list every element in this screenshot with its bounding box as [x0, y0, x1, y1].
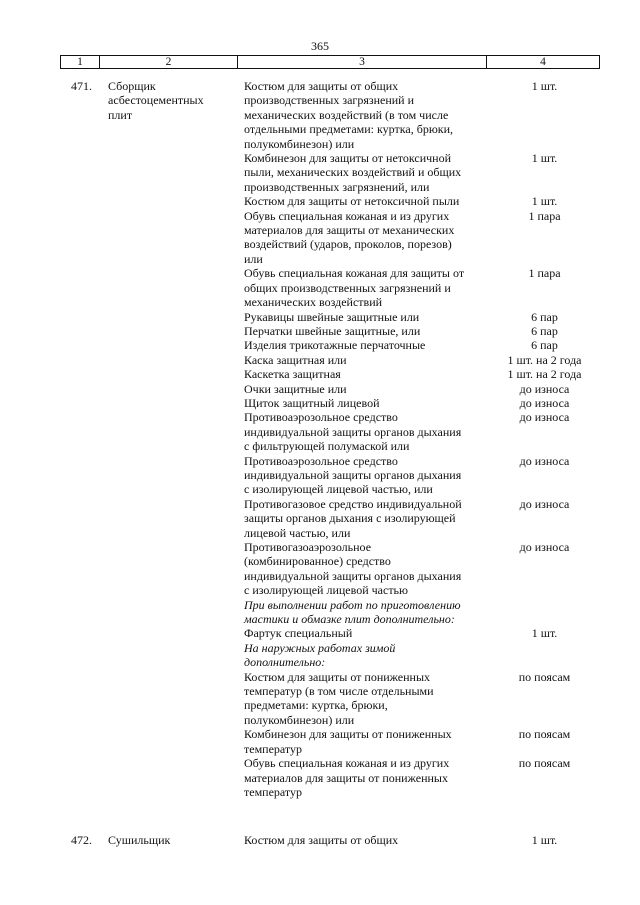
- equipment-name-line: механических воздействий: [244, 295, 383, 310]
- equipment-item: [244, 266, 600, 309]
- equipment-name-line: индивидуальной защиты органов дыхания: [244, 424, 462, 439]
- equipment-name-line: лицевой частью, или: [244, 525, 351, 540]
- equipment-name: [244, 338, 489, 352]
- equipment-name-line: Фартук специальный: [244, 626, 353, 641]
- equipment-name-line: полукомбинезон) или: [244, 712, 355, 727]
- equipment-item: [244, 382, 600, 396]
- equipment-name-line: Костюм для защиты от пониженных: [244, 669, 431, 684]
- equipment-name-line: Изделия трикотажные перчаточные: [244, 338, 426, 353]
- equipment-name-line: Костюм для защиты от общих: [244, 833, 399, 847]
- equipment-item: [244, 353, 600, 367]
- profession-name: [108, 833, 238, 847]
- issue-norm: по поясам: [518, 756, 571, 771]
- issue-norm: до износа: [519, 540, 570, 554]
- equipment-name: [244, 540, 489, 598]
- condition-note: [244, 641, 600, 670]
- equipment-name-line: Щиток защитный лицевой: [244, 395, 380, 410]
- equipment-item: [244, 727, 600, 756]
- issue-norm: 1 шт.: [531, 151, 558, 166]
- equipment-name-line: Костюм для защиты от общих: [244, 79, 399, 93]
- row-number: 471.: [71, 79, 92, 93]
- equipment-name-line: механических воздействий (в том числе: [244, 107, 449, 122]
- profession-line: плит: [108, 107, 133, 122]
- issue-norm: 1 шт. на 2 года: [507, 352, 582, 367]
- equipment-name-line: предметами: куртка, брюки,: [244, 698, 388, 713]
- equipment-name-line: общих производственных загрязнений и: [244, 280, 451, 295]
- equipment-item: [244, 670, 600, 728]
- profession-line: Сушильщик: [108, 833, 171, 847]
- equipment-item: [244, 209, 600, 267]
- issue-norm: 1 шт.: [531, 194, 558, 209]
- equipment-name-line: Перчатки швейные защитные, или: [244, 323, 421, 338]
- issue-norm: до износа: [519, 395, 570, 410]
- column-header-2: 2: [100, 56, 238, 68]
- equipment-name: [244, 727, 489, 756]
- equipment-name-line: материалов для защиты от механических: [244, 223, 455, 238]
- equipment-item: [244, 324, 600, 338]
- equipment-name-line: температур: [244, 784, 303, 799]
- equipment-name-line: материалов для защиты от пониженных: [244, 770, 448, 785]
- equipment-name-line: производственных загрязнений, или: [244, 179, 430, 194]
- equipment-name: [244, 310, 489, 324]
- equipment-name-line: Противогазоаэрозольное: [244, 540, 372, 554]
- equipment-name: [244, 454, 489, 497]
- equipment-name-line: с фильтрующей полумаской или: [244, 439, 410, 454]
- equipment-name-line: Противоаэрозольное средство: [244, 453, 398, 468]
- issue-norm: 1 шт.: [531, 626, 558, 641]
- equipment-name-line: защиты органов дыхания с изолирующей: [244, 511, 456, 526]
- equipment-name: [244, 670, 489, 728]
- equipment-item: [244, 151, 600, 194]
- issue-norm: по поясам: [518, 727, 571, 742]
- issue-norm: до износа: [519, 381, 570, 396]
- equipment-item: [244, 410, 600, 453]
- equipment-name-line: мастики и обмазке плит дополнительно:: [244, 612, 455, 627]
- equipment-item: [244, 497, 600, 540]
- issue-norm: [489, 598, 600, 627]
- issue-norm: 1 шт.: [531, 79, 558, 93]
- equipment-name-line: Костюм для защиты от нетоксичной пыли: [244, 194, 460, 209]
- equipment-name-line: Очки защитные или: [244, 381, 347, 396]
- equipment-name-line: Обувь специальная кожаная для защиты от: [244, 266, 465, 281]
- equipment-name: [244, 266, 489, 309]
- issue-norm: 6 пар: [531, 309, 558, 324]
- condition-note: [244, 598, 600, 627]
- equipment-name-line: Обувь специальная кожаная и из других: [244, 208, 450, 223]
- equipment-name-line: пыли, механических воздействий и общих: [244, 165, 462, 180]
- issue-norm: [489, 641, 600, 670]
- equipment-item: [244, 194, 600, 208]
- issue-norm: 1 шт.: [531, 833, 558, 847]
- equipment-name: [244, 410, 489, 453]
- equipment-list: [244, 79, 600, 799]
- equipment-name-line: (комбинированное) средство: [244, 554, 391, 569]
- equipment-name: [244, 382, 489, 396]
- equipment-item: [244, 79, 600, 151]
- equipment-name: [244, 641, 489, 670]
- equipment-name: [244, 756, 489, 799]
- column-header-3: 3: [238, 56, 487, 68]
- issue-norm: 6 пар: [531, 323, 558, 338]
- equipment-name-line: с изолирующей лицевой частью, или: [244, 482, 433, 497]
- equipment-name-line: индивидуальной защиты органов дыхания: [244, 568, 462, 583]
- equipment-name: [244, 497, 489, 540]
- equipment-name-line: При выполнении работ по приготовлению: [244, 597, 461, 612]
- equipment-item: [244, 756, 600, 799]
- equipment-item: [244, 396, 600, 410]
- equipment-list: [244, 833, 600, 847]
- equipment-name-line: Каскетка защитная: [244, 367, 341, 382]
- equipment-name: [244, 151, 489, 194]
- equipment-item: [244, 540, 600, 598]
- equipment-name-line: индивидуальной защиты органов дыхания: [244, 467, 462, 482]
- row-number: 472.: [71, 833, 92, 847]
- issue-norm: до износа: [519, 496, 570, 511]
- equipment-name-line: или: [244, 251, 263, 266]
- equipment-name-line: дополнительно:: [244, 655, 326, 670]
- equipment-name-line: На наружных работах зимой: [244, 640, 396, 655]
- equipment-name: [244, 367, 489, 381]
- equipment-name-line: Обувь специальная кожаная и из других: [244, 756, 450, 771]
- profession-line: Сборщик: [108, 79, 156, 93]
- equipment-name: [244, 194, 489, 208]
- equipment-item: [244, 454, 600, 497]
- equipment-name-line: полукомбинезон) или: [244, 136, 355, 151]
- column-header-1: 1: [61, 56, 100, 68]
- issue-norm: до износа: [519, 410, 570, 425]
- equipment-item: [244, 338, 600, 352]
- equipment-name: [244, 79, 489, 151]
- equipment-name-line: Противогазовое средство индивидуальной: [244, 496, 462, 511]
- equipment-name-line: Комбинезон для защиты от пониженных: [244, 727, 452, 742]
- table-header: [60, 55, 600, 69]
- equipment-name: [244, 626, 489, 640]
- equipment-name: [244, 396, 489, 410]
- equipment-name-line: Комбинезон для защиты от нетоксичной: [244, 151, 452, 166]
- issue-norm: до износа: [519, 453, 570, 468]
- equipment-name-line: производственных загрязнений и: [244, 93, 415, 108]
- equipment-name: [244, 324, 489, 338]
- equipment-name-line: отдельными предметами: куртка, брюки,: [244, 122, 454, 137]
- equipment-item: [244, 833, 600, 847]
- equipment-name: [244, 353, 489, 367]
- equipment-item: [244, 626, 600, 640]
- page-number: 365: [311, 39, 329, 53]
- issue-norm: 1 пара: [528, 208, 561, 223]
- equipment-name: [244, 209, 489, 267]
- equipment-item: [244, 310, 600, 324]
- issue-norm: 1 пара: [528, 266, 561, 281]
- issue-norm: 6 пар: [531, 338, 558, 353]
- equipment-name-line: Каска защитная или: [244, 352, 347, 367]
- equipment-name-line: с изолирующей лицевой частью: [244, 583, 408, 598]
- issue-norm: 1 шт. на 2 года: [507, 367, 582, 382]
- equipment-name: [244, 598, 489, 627]
- equipment-name-line: Противоаэрозольное средство: [244, 410, 398, 425]
- equipment-name-line: воздействий (ударов, проколов, порезов): [244, 237, 452, 252]
- profession-name: [108, 79, 238, 122]
- profession-line: асбестоцементных: [108, 93, 204, 108]
- equipment-name: [244, 833, 489, 847]
- equipment-name-line: Рукавицы швейные защитные или: [244, 309, 420, 324]
- issue-norm: по поясам: [518, 669, 571, 684]
- equipment-name-line: температур (в том числе отдельными: [244, 684, 434, 699]
- equipment-name-line: температур: [244, 741, 303, 756]
- equipment-item: [244, 367, 600, 381]
- column-header-4: 4: [540, 56, 546, 68]
